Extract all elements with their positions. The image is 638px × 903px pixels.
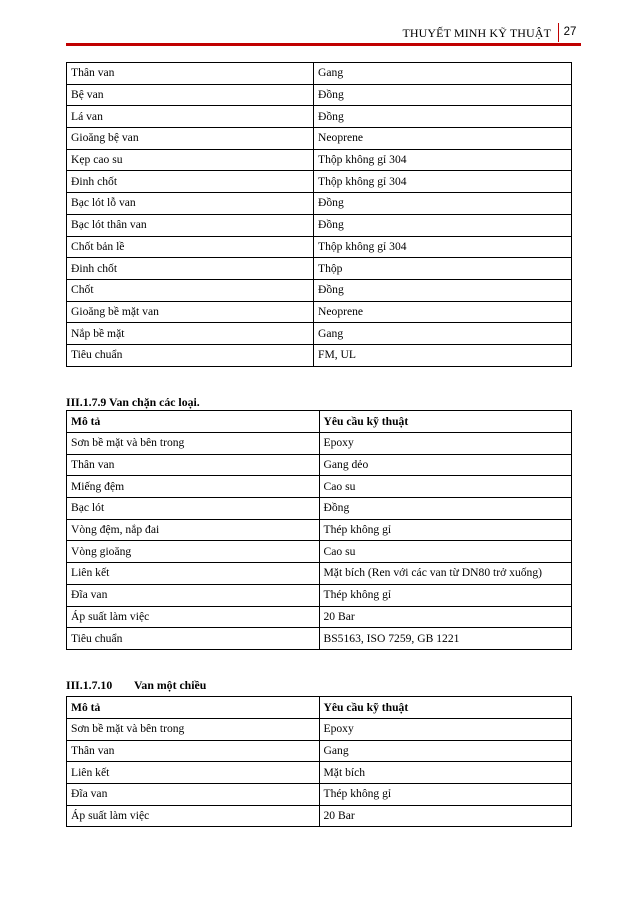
row-label: Sơn bề mặt và bên trong [67, 433, 320, 455]
table-row [67, 258, 572, 280]
row-value: BS5163, ISO 7259, GB 1221 [319, 628, 572, 650]
table-row [67, 193, 572, 215]
table-row [67, 63, 572, 85]
table-row [67, 628, 572, 650]
table-row [67, 279, 572, 301]
row-label: Tiêu chuẩn [67, 628, 320, 650]
table-row [67, 563, 572, 585]
table-row [67, 519, 572, 541]
table-row [67, 171, 572, 193]
table-row [67, 323, 572, 345]
table-body [67, 433, 572, 650]
row-label: Áp suất làm việc [67, 606, 320, 628]
row-value: Đồng [314, 279, 572, 301]
column-header-requirement: Yêu cầu kỹ thuật [319, 697, 572, 719]
row-value: Thép không gỉ [319, 784, 572, 806]
valve-materials-table [66, 62, 572, 367]
table-row [67, 301, 572, 323]
table-header-row [67, 697, 572, 719]
row-label: Vòng đệm, nắp đai [67, 519, 320, 541]
table-row [67, 784, 572, 806]
page-header [66, 22, 581, 44]
row-label: Miếng đệm [67, 476, 320, 498]
row-value: Epoxy [319, 433, 572, 455]
row-label: Đinh chốt [67, 258, 314, 280]
row-label: Bệ van [67, 84, 314, 106]
row-label: Tiêu chuẩn [67, 344, 314, 366]
row-value: Đồng [319, 498, 572, 520]
row-value: Gang [314, 323, 572, 345]
table-row [67, 762, 572, 784]
table-row [67, 454, 572, 476]
row-label: Chốt [67, 279, 314, 301]
table-body [67, 63, 572, 367]
row-label: Bạc lót thân van [67, 214, 314, 236]
row-label: Bạc lót lỗ van [67, 193, 314, 215]
table-row [67, 719, 572, 741]
row-value: Neoprene [314, 301, 572, 323]
table-row [67, 128, 572, 150]
gate-valve-spec-table [66, 410, 572, 650]
header-rule [66, 43, 581, 46]
row-value: Neoprene [314, 128, 572, 150]
row-label: Gioăng bề mặt van [67, 301, 314, 323]
row-value: Thộp không gỉ 304 [314, 149, 572, 171]
row-label: Thân van [67, 740, 320, 762]
row-value: Đồng [314, 106, 572, 128]
row-value: Cao su [319, 476, 572, 498]
row-label: Vòng gioăng [67, 541, 320, 563]
table-row [67, 584, 572, 606]
page-number: 27 [558, 23, 581, 42]
row-value: Thộp không gỉ 304 [314, 236, 572, 258]
table-row [67, 84, 572, 106]
table-row [67, 541, 572, 563]
row-value: Thộp [314, 258, 572, 280]
table-row [67, 476, 572, 498]
row-value: 20 Bar [319, 606, 572, 628]
table-row [67, 433, 572, 455]
column-header-description: Mô tả [67, 697, 320, 719]
document-title: THUYẾT MINH KỸ THUẬT [402, 26, 551, 40]
row-value: Epoxy [319, 719, 572, 741]
row-value: Đồng [314, 193, 572, 215]
table-row [67, 106, 572, 128]
check-valve-spec-table [66, 696, 572, 827]
row-label: Thân van [67, 63, 314, 85]
section-heading [66, 678, 206, 693]
row-value: Gang [319, 740, 572, 762]
row-label: Kẹp cao su [67, 149, 314, 171]
row-value: Đồng [314, 214, 572, 236]
row-value: Mặt bích (Ren với các van từ DN80 trở xuống) [319, 563, 572, 585]
row-label: Đĩa van [67, 584, 320, 606]
row-label: Nắp bề mặt [67, 323, 314, 345]
row-value: Cao su [319, 541, 572, 563]
row-value: Mặt bích [319, 762, 572, 784]
table-row [67, 344, 572, 366]
row-label: Đinh chốt [67, 171, 314, 193]
row-value: FM, UL [314, 344, 572, 366]
row-label: Thân van [67, 454, 320, 476]
row-value: Thép không gỉ [319, 584, 572, 606]
column-header-description: Mô tả [67, 411, 320, 433]
table-row [67, 740, 572, 762]
table-body [67, 719, 572, 827]
row-value: Đồng [314, 84, 572, 106]
section-number: III.1.7.10 [66, 678, 113, 692]
row-label: Gioăng bệ van [67, 128, 314, 150]
table-row [67, 214, 572, 236]
row-label: Chốt bản lề [67, 236, 314, 258]
table-row [67, 498, 572, 520]
row-label: Bạc lót [67, 498, 320, 520]
table-header-row [67, 411, 572, 433]
table-row [67, 149, 572, 171]
table-row [67, 236, 572, 258]
row-label: Đĩa van [67, 784, 320, 806]
row-label: Liên kết [67, 563, 320, 585]
row-label: Liên kết [67, 762, 320, 784]
row-label: Áp suất làm việc [67, 805, 320, 827]
section-name: Van một chiều [134, 678, 207, 692]
row-label: Lá van [67, 106, 314, 128]
row-value: Gang [314, 63, 572, 85]
row-value: Gang dẻo [319, 454, 572, 476]
row-value: 20 Bar [319, 805, 572, 827]
row-value: Thép không gỉ [319, 519, 572, 541]
column-header-requirement: Yêu cầu kỹ thuật [319, 411, 572, 433]
table-row [67, 606, 572, 628]
table-row [67, 805, 572, 827]
row-label: Sơn bề mặt và bên trong [67, 719, 320, 741]
row-value: Thộp không gỉ 304 [314, 171, 572, 193]
section-heading: III.1.7.9 Van chặn các loại. [66, 395, 200, 409]
